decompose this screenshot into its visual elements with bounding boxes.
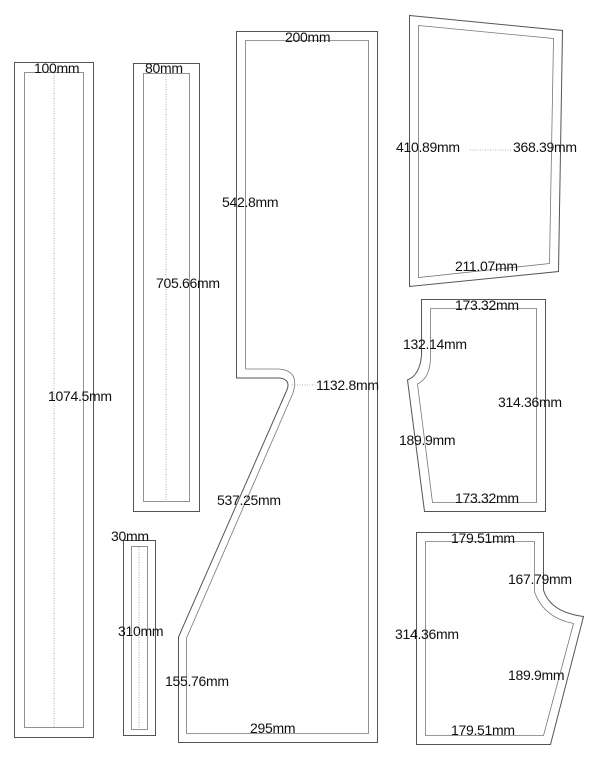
side-panel-height-label: 1132.8mm — [316, 377, 379, 393]
panel-b-bottom-label: 179.51mm — [451, 722, 515, 738]
strip-30-width-label: 30mm — [111, 528, 149, 544]
strip-100-length-label: 1074.5mm — [48, 388, 112, 404]
trapezoid-panel-right-label: 368.39mm — [513, 139, 577, 155]
side-panel-upper-edge-label: 542.8mm — [222, 194, 279, 210]
trapezoid-panel-left-label: 410.89mm — [396, 139, 460, 155]
panel-a-piece — [399, 297, 562, 512]
panel-b-piece — [395, 530, 584, 745]
trapezoid-panel-bottom-label: 211.07mm — [455, 258, 518, 274]
panel-b-top-label: 179.51mm — [451, 530, 515, 546]
strip-80-width-label: 80mm — [145, 60, 183, 76]
strip-30-length-label: 310mm — [118, 623, 164, 639]
side-panel-piece — [165, 29, 379, 743]
side-panel-bottom-label: 295mm — [250, 720, 296, 736]
panel-a-top-label: 173.32mm — [455, 297, 519, 313]
strip-30-piece — [111, 528, 163, 736]
strip-80-piece — [134, 60, 220, 512]
panel-a-lower-left-label: 189.9mm — [399, 432, 456, 448]
panel-a-notch-label: 132.14mm — [403, 336, 467, 352]
strip-80-length-label: 705.66mm — [156, 275, 220, 291]
panel-b-notch-label: 167.79mm — [508, 571, 572, 587]
side-panel-top-label: 200mm — [285, 29, 331, 45]
panel-a-bottom-label: 173.32mm — [455, 490, 519, 506]
side-panel-slant-label: 537.25mm — [217, 492, 281, 508]
side-panel-lower-edge-label: 155.76mm — [165, 673, 229, 689]
panel-a-right-label: 314.36mm — [498, 394, 562, 410]
panel-b-lower-right-label: 189.9mm — [508, 667, 565, 683]
strip-100-piece — [15, 60, 112, 738]
strip-100-width-label: 100mm — [34, 60, 80, 76]
trapezoid-panel-piece — [396, 16, 577, 287]
panel-b-left-label: 314.36mm — [395, 626, 459, 642]
